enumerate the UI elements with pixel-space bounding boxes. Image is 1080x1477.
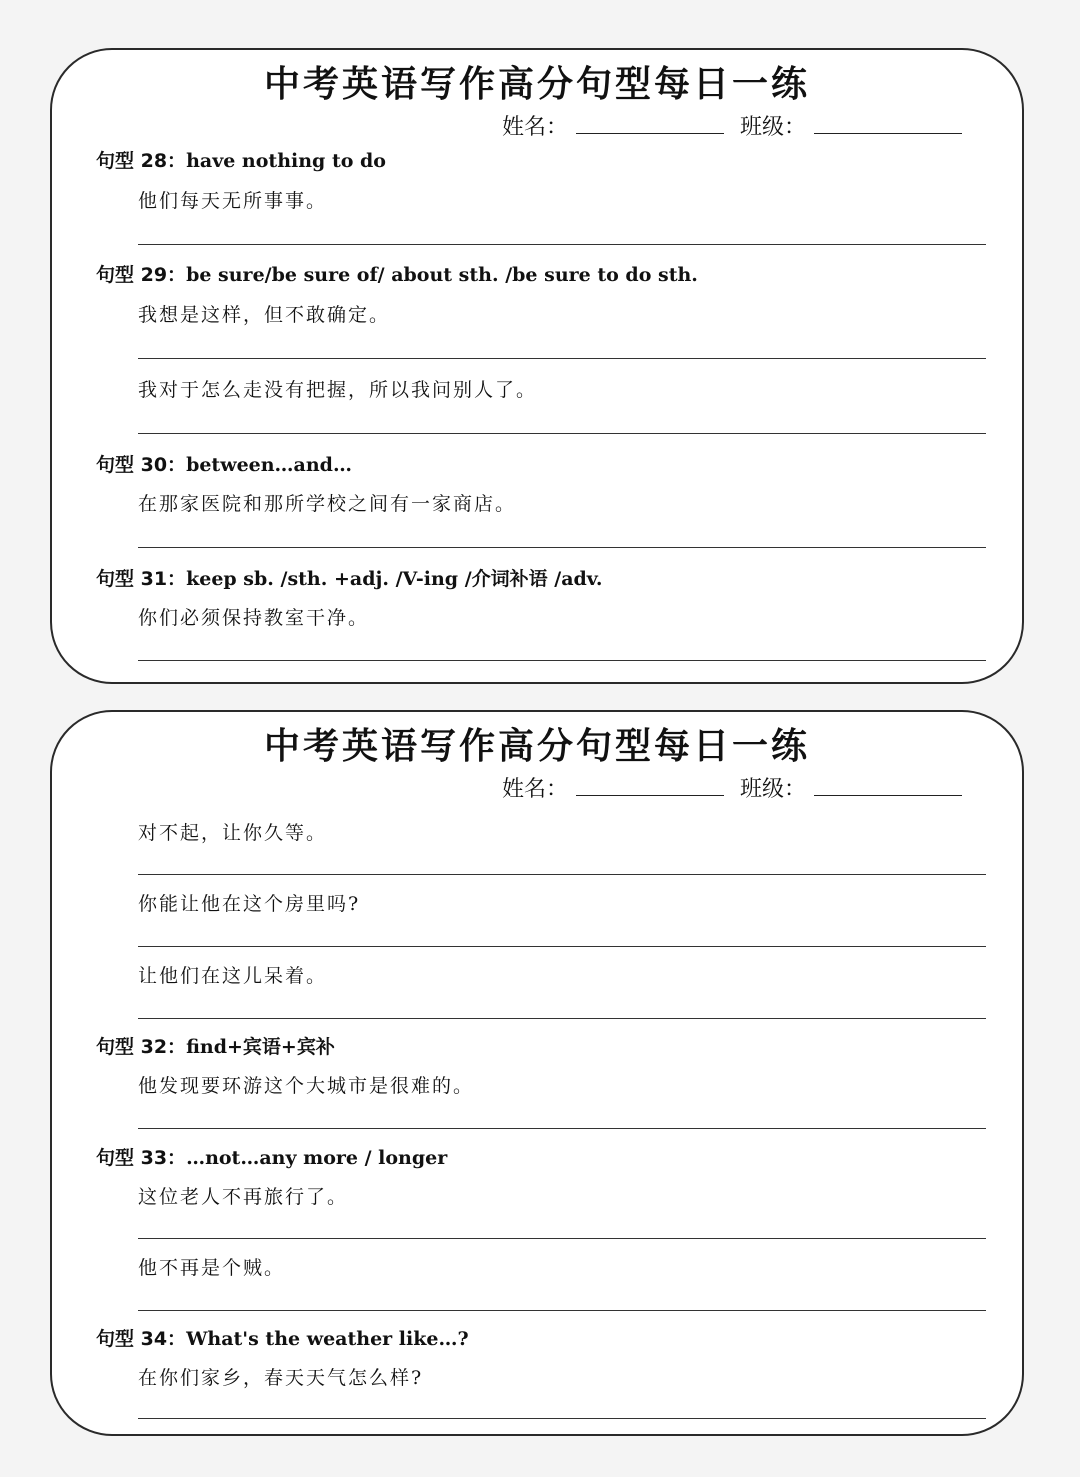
class-blank[interactable] xyxy=(814,113,962,134)
pattern-label: 句型 28： xyxy=(96,150,187,172)
prompt-sentence: 他发现要环游这个大城市是很难的。 xyxy=(138,1075,475,1097)
pattern-31 xyxy=(96,564,603,591)
worksheet-title: 中考英语写作高分句型每日一练 xyxy=(263,726,810,767)
pattern-30 xyxy=(96,450,352,477)
prompt-sentence: 让他们在这儿呆着。 xyxy=(138,965,328,987)
pattern-label: 句型 34： xyxy=(96,1328,187,1350)
name-class-row xyxy=(502,772,982,803)
pattern-33 xyxy=(96,1143,447,1170)
prompt-sentence: 在那家医院和那所学校之间有一家商店。 xyxy=(138,493,517,515)
pattern-29 xyxy=(96,260,698,287)
answer-line[interactable] xyxy=(138,1238,986,1239)
name-label: 姓名： xyxy=(502,777,569,802)
class-label: 班级： xyxy=(740,115,807,140)
name-label: 姓名： xyxy=(502,115,569,140)
answer-line[interactable] xyxy=(138,874,986,875)
pattern-text: be sure/be sure of/ about sth. /be sure to do sth. xyxy=(186,264,698,286)
pattern-text: between…and… xyxy=(186,454,352,476)
class-label: 班级： xyxy=(740,777,807,802)
pattern-label: 句型 29： xyxy=(96,264,187,286)
pattern-label: 句型 33： xyxy=(96,1147,187,1169)
pattern-label: 句型 30： xyxy=(96,454,187,476)
pattern-text: find+宾语+宾补 xyxy=(186,1036,335,1058)
worksheet-card-1 xyxy=(50,48,1024,684)
answer-line[interactable] xyxy=(138,433,986,434)
pattern-34 xyxy=(96,1324,469,1351)
prompt-sentence: 对不起，让你久等。 xyxy=(138,822,328,844)
pattern-label: 句型 31： xyxy=(96,568,187,590)
pattern-text: keep sb. /sth. +adj. /V-ing /介词补语 /adv. xyxy=(186,568,603,590)
answer-line[interactable] xyxy=(138,244,986,245)
prompt-sentence: 我对于怎么走没有把握，所以我问别人了。 xyxy=(138,379,538,401)
prompt-sentence: 他们每天无所事事。 xyxy=(138,190,328,212)
pattern-text: …not…any more / longer xyxy=(186,1147,448,1169)
answer-line[interactable] xyxy=(138,1418,986,1419)
answer-line[interactable] xyxy=(138,660,986,661)
prompt-sentence: 你们必须保持教室干净。 xyxy=(138,607,370,629)
pattern-28 xyxy=(96,146,386,173)
worksheet-card-2 xyxy=(50,710,1024,1436)
answer-line[interactable] xyxy=(138,946,986,947)
answer-line[interactable] xyxy=(138,547,986,548)
answer-line[interactable] xyxy=(138,358,986,359)
prompt-sentence: 你能让他在这个房里吗? xyxy=(138,893,361,915)
prompt-sentence: 在你们家乡，春天天气怎么样? xyxy=(138,1367,424,1389)
pattern-32 xyxy=(96,1032,335,1059)
pattern-label: 句型 32： xyxy=(96,1036,187,1058)
answer-line[interactable] xyxy=(138,1128,986,1129)
pattern-text: have nothing to do xyxy=(186,150,386,172)
name-blank[interactable] xyxy=(576,775,724,796)
answer-line[interactable] xyxy=(138,1310,986,1311)
worksheet-title: 中考英语写作高分句型每日一练 xyxy=(263,64,810,105)
answer-line[interactable] xyxy=(138,1018,986,1019)
prompt-sentence: 这位老人不再旅行了。 xyxy=(138,1186,349,1208)
name-blank[interactable] xyxy=(576,113,724,134)
class-blank[interactable] xyxy=(814,775,962,796)
prompt-sentence: 我想是这样，但不敢确定。 xyxy=(138,304,391,326)
prompt-sentence: 他不再是个贼。 xyxy=(138,1257,286,1279)
pattern-text: What's the weather like…? xyxy=(186,1328,469,1350)
name-class-row xyxy=(502,110,982,141)
